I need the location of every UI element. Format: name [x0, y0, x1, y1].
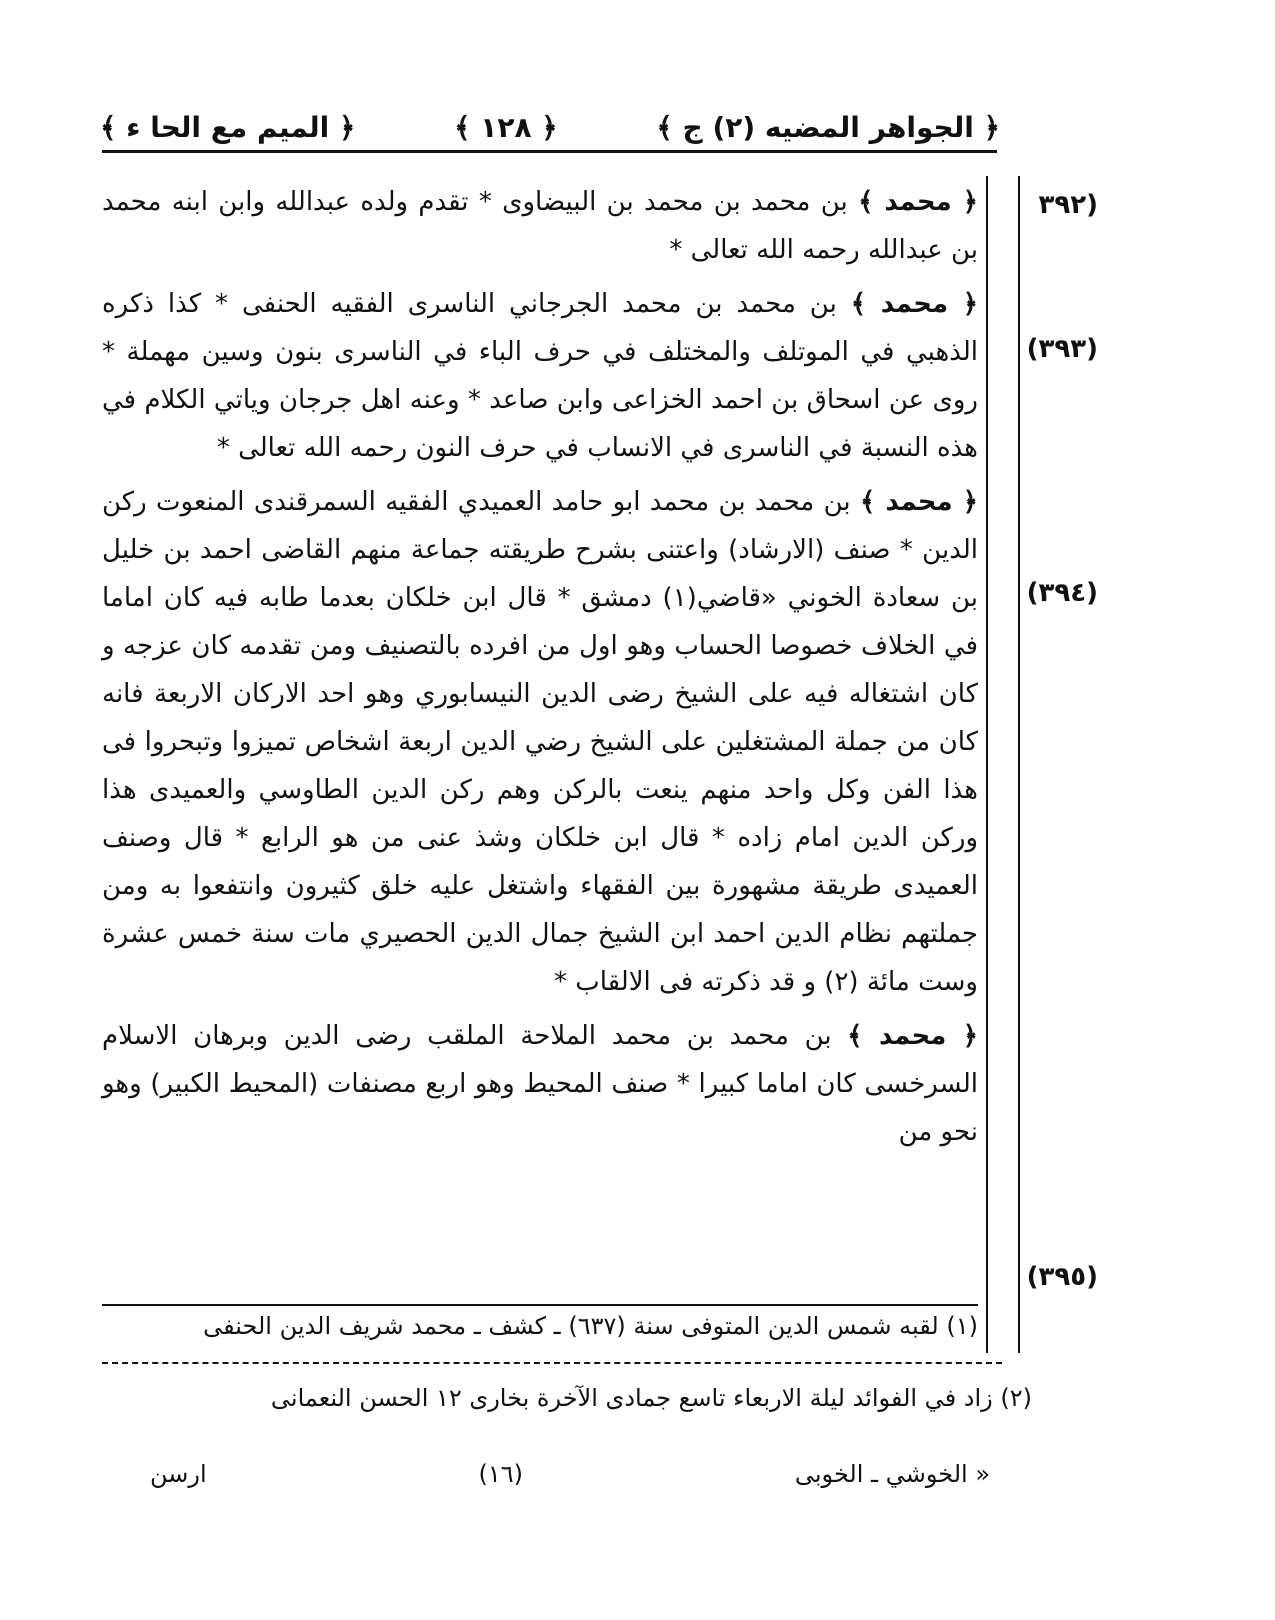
- footer-center-number: (١٦): [478, 1460, 524, 1488]
- entry-text: بن محمد بن محمد الملاحة الملقب رضى الدين وبرهان الاسلام السرخسى كان اماما كبيرا * صنف المحيط وهو اربع مصنفات (المحيط الكبير) وهو نحو من: [102, 1021, 978, 1147]
- entry-number-392: (٣٩٢: [1038, 190, 1098, 220]
- page-footer: [150, 1454, 990, 1494]
- margin-rule-inner: [986, 176, 988, 1353]
- footnote-1: (١) لقبه شمس الدين المتوفى سنة (٦٣٧) ـ كشف ـ محمد شريف الدين الحنفى: [203, 1312, 978, 1340]
- header-rule: [102, 150, 997, 153]
- entry-394: [102, 478, 978, 1006]
- entry-395: [102, 1012, 978, 1156]
- entry-number-395: (٣٩٥): [1026, 1262, 1098, 1292]
- header-page-number: ﴿ ١٢٨ ﴾: [454, 110, 558, 144]
- page-header: [100, 102, 1000, 152]
- entry-name: ﴿ محمد ﴾: [860, 487, 979, 517]
- entry-393: [102, 280, 978, 472]
- entry-text: بن محمد بن محمد بن البيضاوى * تقدم ولده عبدالله وابن ابنه محمد بن عبدالله رحمه الله تعالى *: [102, 187, 978, 265]
- entry-text: بن محمد بن محمد الجرجاني الناسرى الفقيه الحنفى * كذا ذكره الذهبي في الموتلف والمختلف في حرف الباء في الناسرى بنون وسين مهملة * روى عن اسحاق بن احمد الخزاعى وابن صاعد * وعنه اهل جرجان وياتي الكلام في هذه النسبة في الناسرى في الانساب في حرف النون رحمه الله تعالى *: [102, 289, 978, 463]
- entry-name: ﴿ محمد ﴾: [847, 1021, 978, 1051]
- footer-left-text: ارسن: [150, 1460, 207, 1488]
- entry-number-394: (٣٩٤): [1026, 578, 1098, 608]
- footer-right-text: « الخوشي ـ الخوبى: [794, 1460, 990, 1488]
- footnote-2: (٢) زاد في الفوائد ليلة الاربعاء تاسع جمادى الآخرة بخارى ١٢ الحسن النعمانى: [270, 1384, 1032, 1412]
- margin-rule-outer: [1018, 176, 1020, 1353]
- footnote-rule: [102, 1304, 978, 1306]
- entry-name: ﴿ محمد ﴾: [850, 289, 979, 319]
- main-text: [102, 178, 978, 1162]
- header-book-title: ﴿ الجواهر المضيه (٢) ج ﴾: [656, 110, 1000, 144]
- entry-number-393: (٣٩٣): [1026, 334, 1098, 364]
- footnote-separator: [102, 1362, 1002, 1364]
- header-section-title: ﴿ الميم مع الحا ء ﴾: [100, 110, 356, 144]
- entry-text: بن محمد بن محمد ابو حامد العميدي الفقيه السمرقندى المنعوت ركن الدين * صنف (الارشاد) واعتنى بشرح طريقته جماعة منهم القاضى احمد بن خليل بن سعادة الخوني «قاضي(١) دمشق * قال ابن خلكان بعدما طابه فيه كان اماما في الخلاف خصوصا الحساب وهو اول من افرده بالتصنيف ومن تقدمه كان عزجه و كان اشتغاله فيه على الشيخ رضى الدين النيسابوري وهو احد الاركان الاربعة فانه كان من جملة المشتغلين على الشيخ رضي الدين اربعة اشخاص تميزوا وتبحروا فى هذا الفن وكل واحد منهم ينعت بالركن وهم ركن الدين الطاوسي والعميدى هذا وركن الدين امام زاده * قال ابن خلكان وشذ عنى من هو الرابع * قال وصنف العميدى طريقة مشهورة بين الفقهاء واشتغل عليه خلق كثيرون وانتفعوا به ومن جملتهم نظام الدين احمد ابن الشيخ جمال الدين الحصيري مات سنة خمس عشرة وست مائة (٢) و قد ذكرته فى الالقاب *: [102, 487, 978, 997]
- entry-name: ﴿ محمد ﴾: [858, 187, 978, 217]
- entry-392: [102, 178, 978, 274]
